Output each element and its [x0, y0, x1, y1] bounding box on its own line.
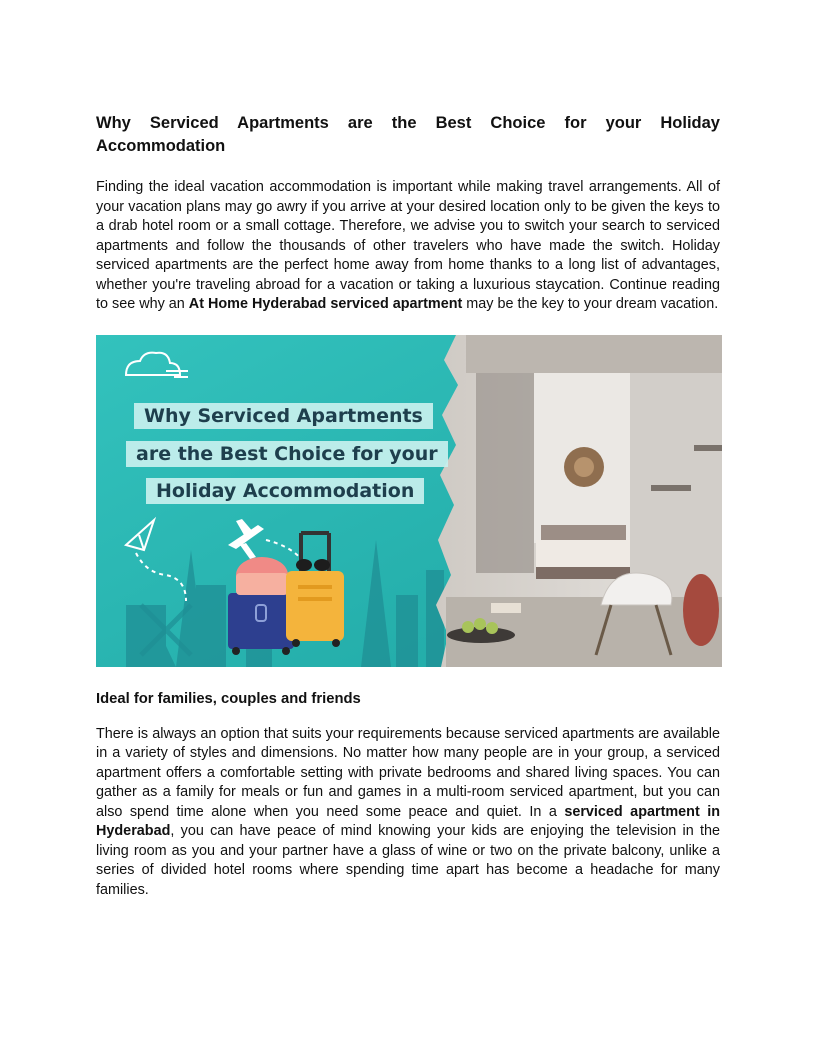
banner-line-3: Holiday Accommodation	[146, 478, 424, 504]
intro-text: Finding the ideal vacation accommodation is important while making travel arrangements. All of your vacation plans may go awry if you arrive at your desired location only to be given the keys to a drab hotel room or a small cottage. Therefore, we advise you to switch your search to serviced apartments and follow the thousands of other travelers who have made the switch. Holiday serviced apartments are the perfect home away from home thanks to a long list of advantages, whether you're traveling abroad for a vacation or taking a luxurious staycation. Continue reading to see why an	[96, 179, 720, 312]
intro-text-end: may be the key to your dream vacation.	[462, 296, 719, 312]
hero-image	[96, 335, 722, 667]
section-text-end: , you can have peace of mind knowing your kids are enjoying the television in the living room as you and your partner have a glass of wine or two on the private balcony, unlike a series of divided hotel rooms where spending time apart has become a headache for many families.	[96, 823, 720, 898]
intro-paragraph	[96, 178, 720, 315]
banner-line-1: Why Serviced Apartments	[134, 403, 433, 429]
section-heading: Ideal for families, couples and friends	[96, 690, 361, 707]
banner-line-2: are the Best Choice for your	[126, 441, 448, 467]
section-text: There is always an option that suits your requirements because serviced apartments are available in a variety of styles and dimensions. No matter how many people are in your group, a serviced apartment offers a comfortable setting with private bedrooms and shared living spaces. You can gather as a family for meals or fun and games in a multi-room serviced apartment, but you can also spend time alone when you need some peace and quiet. In a	[96, 725, 720, 820]
section-paragraph	[96, 725, 720, 901]
article-title	[96, 112, 720, 158]
section-bold-link-text: serviced apartment in Hyderabad	[96, 803, 721, 839]
article-title-line1: Why Serviced Apartments are the Best Choice for your Holiday	[96, 114, 720, 132]
article	[96, 112, 720, 900]
article-title-line2: Accommodation	[96, 137, 226, 155]
intro-bold-link-text: At Home Hyderabad serviced apartment	[188, 296, 463, 312]
